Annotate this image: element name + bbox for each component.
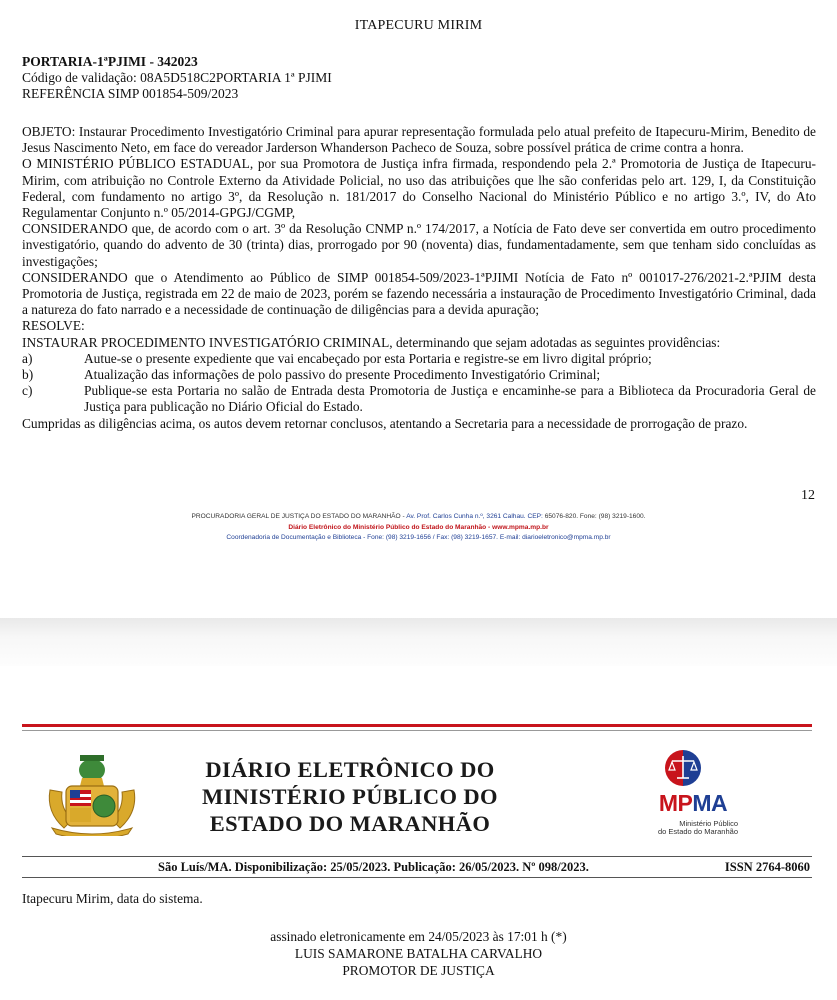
masthead-title: [160, 756, 540, 837]
masthead-line: ESTADO DO MARANHÃO: [209, 811, 491, 836]
publication-info-bar: [22, 856, 812, 878]
list-item-key: a): [22, 350, 33, 366]
list-item: [22, 383, 816, 415]
paragraph-objeto: OBJETO: Instaurar Procedimento Investigatório Criminal para apurar representação formulada pelo atual prefeito de Itapecuru-Mirim, Benedito de Jesus Nascimento Neto, em face do vereador Jarderson Whanderson Pacheco de Souza, sobre possível prática de crime contra a honra.: [22, 124, 816, 156]
paragraph-instaurar: INSTAURAR PROCEDIMENTO INVESTIGATÓRIO CRIMINAL, determinando que sejam adotadas as seguintes providências:: [22, 334, 721, 350]
city-date-line: Itapecuru Mirim, data do sistema.: [22, 891, 203, 906]
publication-dates: São Luís/MA. Disponibilização: 25/05/2023. Publicação: 26/05/2023. Nº 098/2023.: [158, 860, 589, 874]
footer-cep-phone: 65076-820. Fone: (98) 3219-1600.: [544, 513, 646, 520]
footer-line-2: Diário Eletrônico do Ministério Público do Estado do Maranhão - www.mpma.mp.br: [288, 524, 549, 531]
list-item-text: Atualização das informações de polo passivo do presente Procedimento Investigatório Criminal;: [84, 367, 601, 383]
paragraph-cumpridas: Cumpridas as diligências acima, os autos devem retornar conclusos, atentando a Secretaria para a necessidade de prorrogação de prazo.: [22, 415, 748, 431]
page-header-city: ITAPECURU MIRIM: [354, 18, 483, 33]
list-item-text: Publique-se esta Portaria no salão de Entrada desta Promotoria de Justiça e encaminhe-se para a Biblioteca da Procuradoria Geral de Justiça para publicação no Diário Oficial do Estado.: [84, 383, 816, 415]
portaria-title: PORTARIA-1ªPJIMI - 342023: [22, 54, 198, 69]
paragraph-considerando-2: CONSIDERANDO que o Atendimento ao Público de SIMP 001854-509/2023-1ªPJIMI Notícia de Fato nº 001017-276/2021-2.ªPJIM desta Promotoria de Justiça, registrada em 22 de maio de 2023, porém se fazendo necessária a instauração de Procedimento Investigatório Criminal, dada a natureza do fato narrado e a necessidade de continuação de diligências para a devida apuração;: [22, 269, 816, 318]
portaria-body: [22, 124, 816, 432]
masthead-thin-rule: [22, 730, 812, 731]
mpma-wordmark-mp: MP: [658, 790, 693, 816]
issn: ISSN 2764-8060: [724, 860, 810, 874]
list-item-text: Autue-se o presente expediente que vai encabeçado por esta Portaria e registre-se em livro digital próprio;: [84, 350, 652, 366]
mpma-wordmark: [638, 790, 748, 817]
footer-line-3: Coordenadoria de Documentação e Biblioteca - Fone: (98) 3219-1656 / Fax: (98) 3219-1657. E-mail: diarioeletronico@mpma.mp.br: [226, 534, 611, 541]
paragraph-resolve: RESOLVE:: [22, 318, 85, 334]
reference: REFERÊNCIA SIMP 001854-509/2023: [22, 86, 239, 101]
list-item-key: c): [22, 383, 33, 399]
maranhao-coat-of-arms-icon: [42, 750, 142, 836]
mpma-subtitle-1: Ministério Público: [679, 819, 738, 828]
page-separator: [0, 618, 837, 666]
mpma-logo: [638, 748, 748, 840]
footer-address: Av. Prof. Carlos Cunha n.º, 3261 Calhau. CEP:: [406, 513, 545, 520]
masthead-line: MINISTÉRIO PÚBLICO DO: [202, 784, 498, 809]
masthead-red-rule: [22, 724, 812, 727]
paragraph-considerando-1: CONSIDERANDO que, de acordo com o art. 3º da Resolução CNMP n.º 174/2017, a Notícia de Fato deve ser convertida em outro procedimento investigatório, quando do advento de 30 (trinta) dias, prorrogado por 90 (noventa) dias, fundamentadamente, sem que tenham sido concluídas as investigações;: [22, 221, 816, 269]
signatory-role: PROMOTOR DE JUSTIÇA: [342, 963, 495, 978]
footer-line-1: [0, 513, 837, 520]
list-item: [22, 367, 816, 383]
footer-org: PROCURADORIA GERAL DE JUSTIÇA DO ESTADO DO MARANHÃO -: [191, 513, 407, 520]
validation-code: Código de validação: 08A5D518C2PORTARIA 1ª PJIMI: [22, 70, 332, 85]
page-number: 12: [801, 488, 815, 503]
scales-of-justice-icon: [660, 748, 706, 788]
signatory-name: LUIS SAMARONE BATALHA CARVALHO: [294, 946, 543, 961]
list-item-key: b): [22, 367, 34, 383]
paragraph-mpe: O MINISTÉRIO PÚBLICO ESTADUAL, por sua Promotora de Justiça infra firmada, respondendo pela 2.ª Promotoria de Justiça de Itapecuru-Mirim, com atribuição no Controle Externo da Atividade Policial, no uso das atribuições que lhe são conferidas pelo art. 129, I, da Constituição Federal, com fundamento no artigo 3º, da Resolução n. 181/2017 do Conselho Nacional do Ministério Público e no artigo 3.º, IV, do Ato Regulamentar Conjunto n.º 05/2014-GPGJ/CGMP,: [22, 156, 816, 221]
masthead-line: DIÁRIO ELETRÔNICO DO: [205, 757, 495, 782]
portaria-header: [22, 54, 332, 102]
document-page-bottom: [0, 666, 837, 1000]
mpma-subtitle-2: do Estado do Maranhão: [657, 827, 738, 836]
signature-block: [0, 928, 837, 979]
mpma-wordmark-ma: MA: [692, 790, 728, 816]
list-item: [22, 351, 816, 367]
signature-timestamp: assinado eletronicamente em 24/05/2023 às 17:01 h (*): [270, 929, 567, 944]
